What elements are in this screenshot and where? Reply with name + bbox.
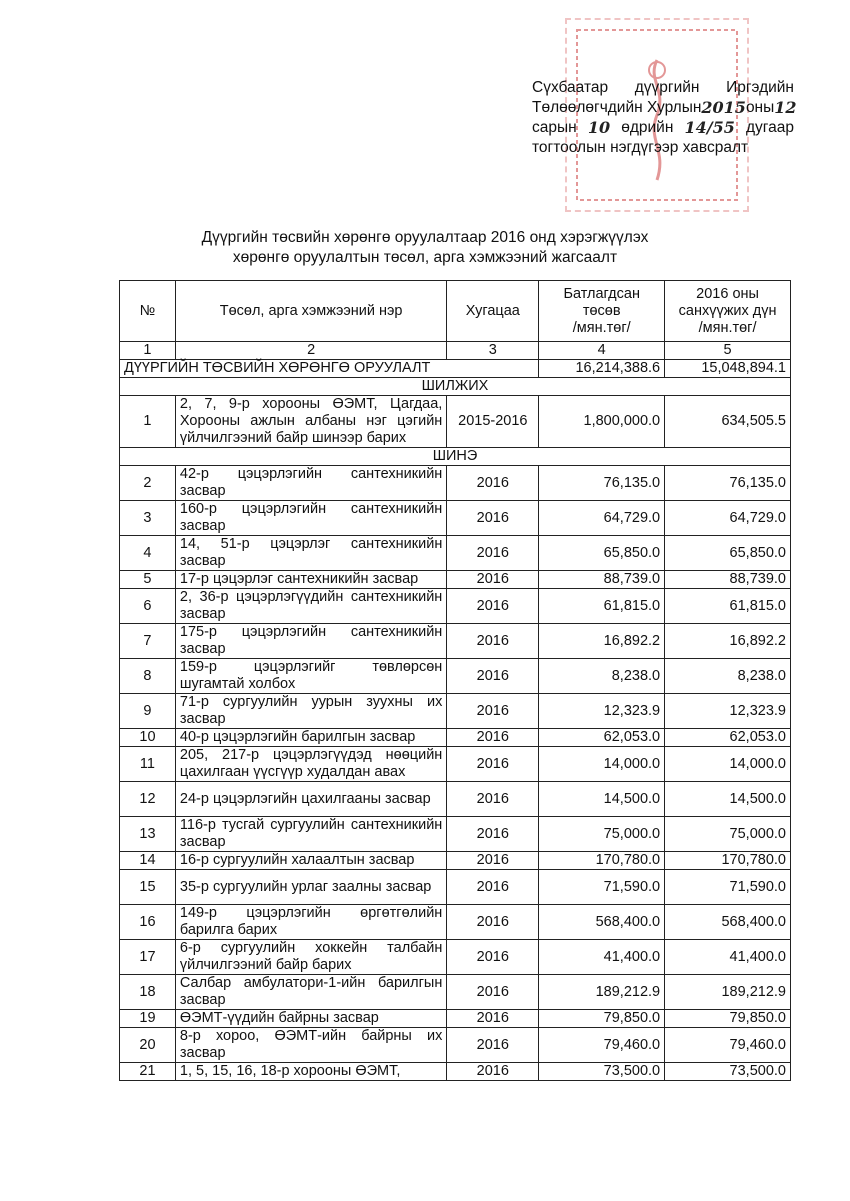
cell-term: 2016 <box>447 1028 539 1063</box>
cell-no: 12 <box>120 782 176 817</box>
section-row-new <box>120 448 791 466</box>
cell-no: 17 <box>120 940 176 975</box>
total-label: ДҮҮРГИЙН ТӨСВИЙН ХӨРӨНГӨ ОРУУЛАЛТ <box>120 360 539 378</box>
table-row <box>120 694 791 729</box>
cell-term: 2016 <box>447 905 539 940</box>
cell-name: 149-р цэцэрлэгийн өргөтгөлийн барилга барих <box>175 905 446 940</box>
cell-funding: 61,815.0 <box>665 589 791 624</box>
cell-approved: 71,590.0 <box>539 870 665 905</box>
cell-approved: 65,850.0 <box>539 536 665 571</box>
cell-term: 2016 <box>447 817 539 852</box>
table-row <box>120 466 791 501</box>
table-row <box>120 852 791 870</box>
cell-name: 8-р хороо, ӨЭМТ-ийн байрны их засвар <box>175 1028 446 1063</box>
cell-funding: 64,729.0 <box>665 501 791 536</box>
cell-funding: 568,400.0 <box>665 905 791 940</box>
cell-term: 2016 <box>447 975 539 1010</box>
cell-funding: 65,850.0 <box>665 536 791 571</box>
cell-no: 9 <box>120 694 176 729</box>
header-name: Төсөл, арга хэмжээний нэр <box>175 281 446 342</box>
header-line-1: Сүхбаатар дүүргийн Иргэдийн <box>532 79 794 96</box>
table-row <box>120 1028 791 1063</box>
cell-term: 2016 <box>447 782 539 817</box>
cell-name: 24-р цэцэрлэгийн цахилгааны засвар <box>175 782 446 817</box>
cell-name: 159-р цэцэрлэгийг төвлөрсөн шугамтай холбох <box>175 659 446 694</box>
cell-no: 10 <box>120 729 176 747</box>
cell-funding: 14,000.0 <box>665 747 791 782</box>
cell-name: 40-р цэцэрлэгийн барилгын засвар <box>175 729 446 747</box>
cell-no: 8 <box>120 659 176 694</box>
total-row <box>120 360 791 378</box>
table-row <box>120 870 791 905</box>
cell-approved: 79,850.0 <box>539 1010 665 1028</box>
cell-term: 2016 <box>447 729 539 747</box>
cell-no: 11 <box>120 747 176 782</box>
cell-approved: 88,739.0 <box>539 571 665 589</box>
cell-no: 13 <box>120 817 176 852</box>
cell-no: 4 <box>120 536 176 571</box>
cell-name: 6-р сургуулийн хоккейн талбайн үйлчилгээний байр барих <box>175 940 446 975</box>
cell-term: 2016 <box>447 940 539 975</box>
cell-funding: 41,400.0 <box>665 940 791 975</box>
cell-name: 1, 5, 15, 16, 18-р хорооны ӨЭМТ, <box>175 1063 446 1081</box>
cell-no: 14 <box>120 852 176 870</box>
cell-name: 160-р цэцэрлэгийн сантехникийн засвар <box>175 501 446 536</box>
table-row <box>120 817 791 852</box>
header-term: Хугацаа <box>447 281 539 342</box>
cell-funding: 16,892.2 <box>665 624 791 659</box>
cell-name: 175-р цэцэрлэгийн сантехникийн засвар <box>175 624 446 659</box>
table-row <box>120 571 791 589</box>
cell-approved: 75,000.0 <box>539 817 665 852</box>
cell-term: 2016 <box>447 536 539 571</box>
cell-name: ӨЭМТ-үүдийн байрны засвар <box>175 1010 446 1028</box>
cell-term: 2016 <box>447 571 539 589</box>
cell-term: 2016 <box>447 589 539 624</box>
cell-no: 20 <box>120 1028 176 1063</box>
header-funding: 2016 оны санхүүжих дүн /мян.төг/ <box>665 281 791 342</box>
cell-no: 16 <box>120 905 176 940</box>
table-row <box>120 536 791 571</box>
cell-funding: 79,850.0 <box>665 1010 791 1028</box>
cell-approved: 62,053.0 <box>539 729 665 747</box>
cell-funding: 12,323.9 <box>665 694 791 729</box>
cell-name: 116-р тусгай сургуулийн сантехникийн засвар <box>175 817 446 852</box>
cell-name: 205, 217-р цэцэрлэгүүдэд нөөцийн цахилгаан үүсгүүр худалдан авах <box>175 747 446 782</box>
cell-term: 2016 <box>447 466 539 501</box>
cell-approved: 61,815.0 <box>539 589 665 624</box>
cell-term: 2016 <box>447 1063 539 1081</box>
cell-term: 2016 <box>447 747 539 782</box>
cell-no: 15 <box>120 870 176 905</box>
cell-term: 2016 <box>447 852 539 870</box>
cell-term: 2016 <box>447 694 539 729</box>
cell-name: 17-р цэцэрлэг сантехникийн засвар <box>175 571 446 589</box>
table-row <box>120 659 791 694</box>
cell-term: 2016 <box>447 659 539 694</box>
cell-funding: 8,238.0 <box>665 659 791 694</box>
table-row <box>120 624 791 659</box>
table-row <box>120 905 791 940</box>
table-row <box>120 1010 791 1028</box>
table-row <box>120 729 791 747</box>
cell-term: 2016 <box>447 870 539 905</box>
cell-funding: 14,500.0 <box>665 782 791 817</box>
cell-approved: 16,892.2 <box>539 624 665 659</box>
header-line-4: тогтоолын нэгдүгээр хавсралт <box>532 139 749 156</box>
handwritten-resolution-number: 14/55 <box>684 118 735 137</box>
table-row <box>120 940 791 975</box>
cell-no: 3 <box>120 501 176 536</box>
table-row <box>120 782 791 817</box>
total-approved: 16,214,388.6 <box>539 360 665 378</box>
table-row <box>120 747 791 782</box>
cell-funding: 79,460.0 <box>665 1028 791 1063</box>
cell-approved: 568,400.0 <box>539 905 665 940</box>
cell-name: 16-р сургуулийн халаалтын засвар <box>175 852 446 870</box>
cell-approved: 12,323.9 <box>539 694 665 729</box>
cell-approved: 79,460.0 <box>539 1028 665 1063</box>
table-row <box>120 501 791 536</box>
cell-funding: 88,739.0 <box>665 571 791 589</box>
cell-funding: 73,500.0 <box>665 1063 791 1081</box>
table-row: 1 2, 7, 9-р хорооны ӨЭМТ, Цагдаа, Хорооны ажлын албаны нэг цэгийн үйлчилгээний байр шинээр барих 2015-2016 1,800,000.0 634,505.5 <box>120 396 791 448</box>
cell-funding: 75,000.0 <box>665 817 791 852</box>
table-row <box>120 589 791 624</box>
total-funding: 15,048,894.1 <box>665 360 791 378</box>
section-shift-label: ШИЛЖИХ <box>120 378 791 396</box>
cell-name: 42-р цэцэрлэгийн сантехникийн засвар <box>175 466 446 501</box>
cell-approved: 189,212.9 <box>539 975 665 1010</box>
table-row <box>120 975 791 1010</box>
resolution-annex-note <box>532 78 797 158</box>
cell-name: 35-р сургуулийн урлаг заалны засвар <box>175 870 446 905</box>
cell-approved: 73,500.0 <box>539 1063 665 1081</box>
section-new-label: ШИНЭ <box>120 448 791 466</box>
header-line-3: сарын 10 өдрийн 14/55 дугаар <box>532 118 794 137</box>
header-approved: Батлагдсан төсөв /мян.төг/ <box>539 281 665 342</box>
header-line-2: Төлөөлөгчдийн Хурлын 2015 оны 12 <box>532 98 797 117</box>
cell-approved: 64,729.0 <box>539 501 665 536</box>
cell-name: 71-р сургуулийн уурын зуухны их засвар <box>175 694 446 729</box>
cell-no: 21 <box>120 1063 176 1081</box>
cell-term: 2016 <box>447 501 539 536</box>
handwritten-year: 2015 <box>701 98 746 117</box>
cell-approved: 76,135.0 <box>539 466 665 501</box>
cell-funding: 71,590.0 <box>665 870 791 905</box>
cell-name: 2, 36-р цэцэрлэгүүдийн сантехникийн засвар <box>175 589 446 624</box>
cell-no: 18 <box>120 975 176 1010</box>
cell-term: 2016 <box>447 1010 539 1028</box>
handwritten-day: 10 <box>587 118 611 137</box>
cell-term: 2016 <box>447 624 539 659</box>
cell-name: Салбар амбулатори-1-ийн барилгын засвар <box>175 975 446 1010</box>
handwritten-month: 12 <box>774 98 797 117</box>
document-title: Дүүргийн төсвийн хөрөнгө оруулалтаар 2016 онд хэрэгжүүлэх хөрөнгө оруулалтын төсөл, арга хэмжээний жагсаалт <box>201 229 649 266</box>
column-number-row: 1 2 3 4 5 <box>120 342 791 360</box>
cell-funding: 189,212.9 <box>665 975 791 1010</box>
cell-name: 14, 51-р цэцэрлэг сантехникийн засвар <box>175 536 446 571</box>
cell-approved: 8,238.0 <box>539 659 665 694</box>
cell-no: 7 <box>120 624 176 659</box>
cell-no: 6 <box>120 589 176 624</box>
cell-no: 2 <box>120 466 176 501</box>
cell-funding: 62,053.0 <box>665 729 791 747</box>
section-row-shift <box>120 378 791 396</box>
cell-approved: 170,780.0 <box>539 852 665 870</box>
cell-funding: 76,135.0 <box>665 466 791 501</box>
header-no: № <box>120 281 176 342</box>
table-row <box>120 1063 791 1081</box>
cell-approved: 14,000.0 <box>539 747 665 782</box>
table-header-row <box>120 281 791 342</box>
investment-projects-table <box>119 280 791 1081</box>
cell-funding: 170,780.0 <box>665 852 791 870</box>
cell-approved: 14,500.0 <box>539 782 665 817</box>
cell-approved: 41,400.0 <box>539 940 665 975</box>
cell-no: 19 <box>120 1010 176 1028</box>
cell-no: 5 <box>120 571 176 589</box>
